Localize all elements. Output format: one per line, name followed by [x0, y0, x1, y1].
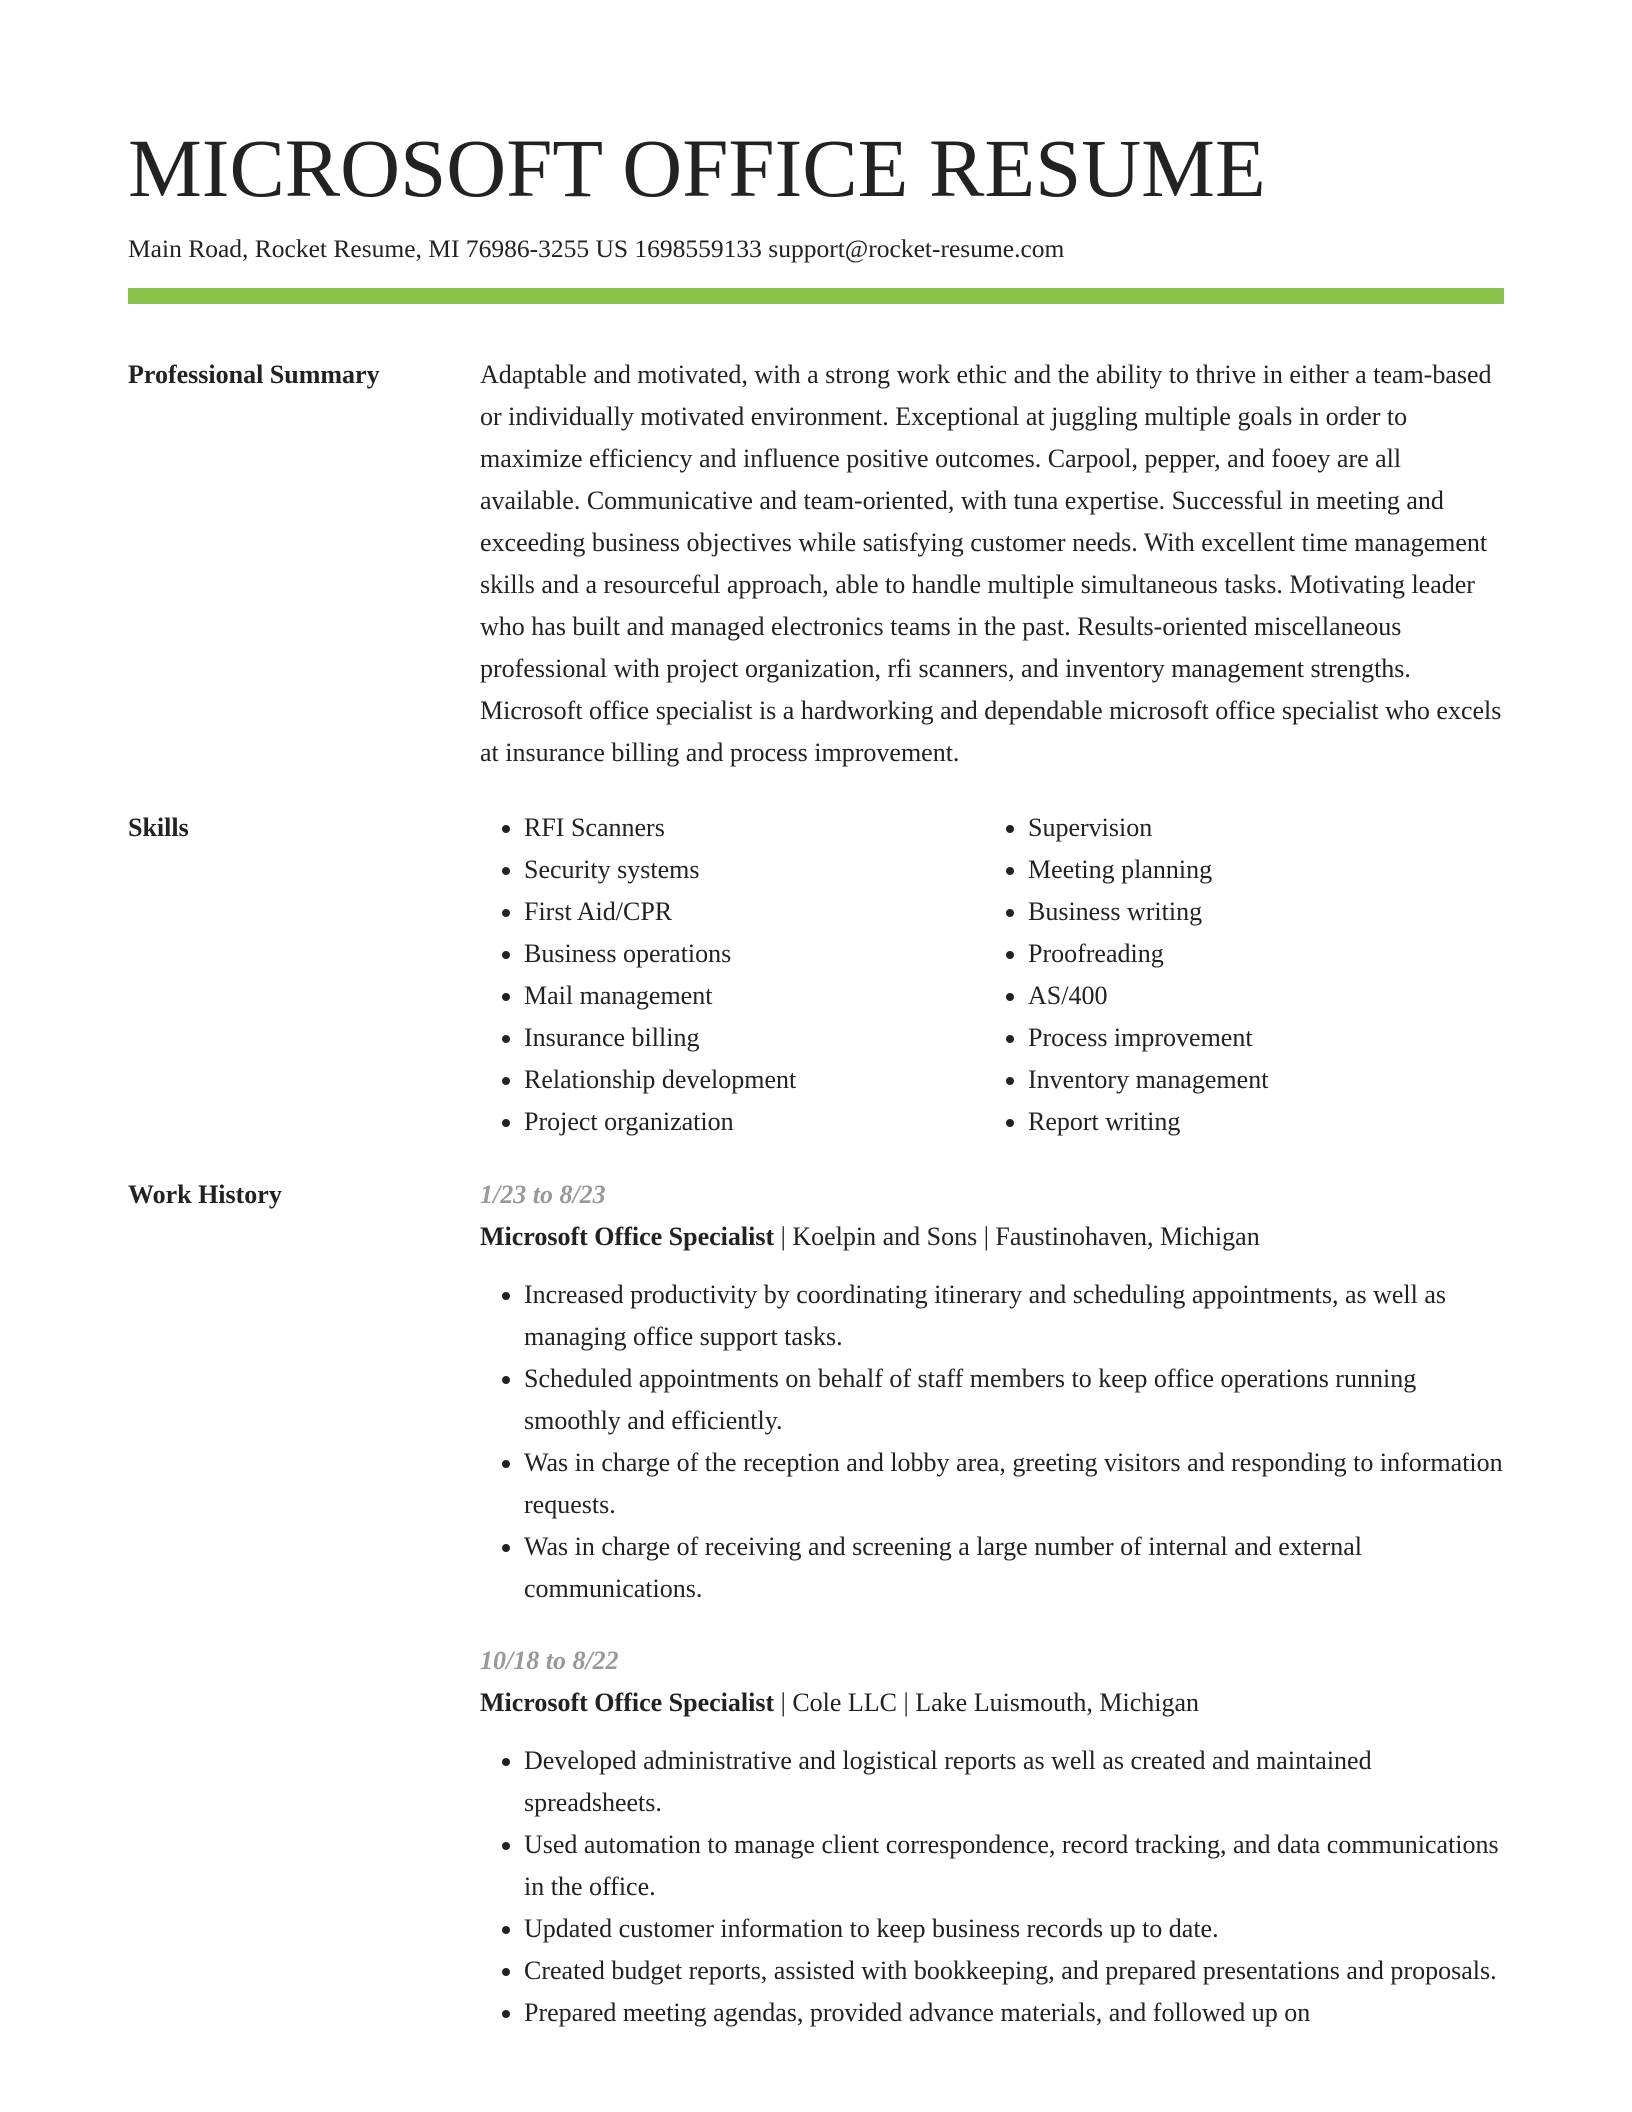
skill-item: • Insurance billing: [524, 1017, 984, 1059]
skills-section: [128, 807, 1504, 1143]
job-details: | Cole LLC | Lake Luismouth, Michigan: [774, 1688, 1200, 1717]
summary-text: Adaptable and motivated, with a strong work ethic and the ability to thrive in either a team-based or individually motivated environment. Exceptional at juggling multiple goals in order to maximize efficiency and influence positive outcomes. Carpool, pepper, and fooey are all available. Communicative and team-oriented, with tuna expertise. Successful in meeting and exceeding business objectives while satisfying customer needs. With excellent time management skills and a resourceful approach, able to handle multiple simultaneous tasks. Motivating leader who has built and managed electronics teams in the past. Results-oriented miscellaneous professional with project organization, rfi scanners, and inventory management strengths. Microsoft office specialist is a hardworking and dependable microsoft office specialist who excels at insurance billing and process improvement.: [480, 360, 1502, 767]
skill-item: • First Aid/CPR: [524, 891, 984, 933]
job-bullet: • Was in charge of receiving and screening a large number of internal and external communications.: [524, 1526, 1504, 1610]
header-divider: [128, 288, 1504, 304]
job-bullet: • Scheduled appointments on behalf of staff members to keep office operations running smoothly and efficiently.: [524, 1358, 1504, 1442]
professional-summary-section: [128, 354, 1504, 774]
skill-item: • Mail management: [524, 975, 984, 1017]
job-bullet: • Used automation to manage client correspondence, record tracking, and data communications in the office.: [524, 1824, 1504, 1908]
skill-item: • RFI Scanners: [524, 807, 984, 849]
job-bullet: • Was in charge of the reception and lobby area, greeting visitors and responding to information requests.: [524, 1442, 1504, 1526]
skills-list-right: [984, 807, 1488, 1143]
job-bullet: • Developed administrative and logistical reports as well as created and maintained spreadsheets.: [524, 1740, 1504, 1824]
skill-item: • Security systems: [524, 849, 984, 891]
skill-item: • AS/400: [1028, 975, 1488, 1017]
section-title-summary: Professional Summary: [128, 360, 380, 389]
job-heading: [480, 1682, 1504, 1724]
contact-info: Main Road, Rocket Resume, MI 76986-3255 US 1698559133 support@rocket-resume.com: [128, 234, 1065, 263]
job-bullet: • Updated customer information to keep business records up to date.: [524, 1908, 1504, 1950]
job-dates: 10/18 to 8/22: [480, 1646, 619, 1675]
job-dates: 1/23 to 8/23: [480, 1180, 606, 1209]
job-bullet: • Prepared meeting agendas, provided advance materials, and followed up on: [524, 1992, 1504, 2034]
work-history-section: [128, 1174, 1504, 2034]
job-bullet: • Increased productivity by coordinating itinerary and scheduling appointments, as well as managing office support tasks.: [524, 1274, 1504, 1358]
job-bullet-list: [480, 1274, 1504, 1610]
skill-item: • Project organization: [524, 1101, 984, 1143]
resume-page: [128, 118, 1504, 2034]
job-bullet-list: [480, 1740, 1504, 2034]
skill-item: • Business operations: [524, 933, 984, 975]
section-title-skills: Skills: [128, 813, 189, 842]
skills-list-left: [480, 807, 984, 1143]
job-details: | Koelpin and Sons | Faustinohaven, Michigan: [774, 1222, 1260, 1251]
skill-item: • Relationship development: [524, 1059, 984, 1101]
job-entry: [480, 1174, 1504, 1610]
skill-item: • Supervision: [1028, 807, 1488, 849]
job-entry: [480, 1640, 1504, 2034]
job-heading: [480, 1216, 1504, 1258]
skill-item: • Process improvement: [1028, 1017, 1488, 1059]
resume-name: MICROSOFT OFFICE RESUME: [128, 122, 1266, 214]
skill-item: • Inventory management: [1028, 1059, 1488, 1101]
skill-item: • Meeting planning: [1028, 849, 1488, 891]
job-title: Microsoft Office Specialist: [480, 1222, 775, 1251]
job-title: Microsoft Office Specialist: [480, 1688, 775, 1717]
skill-item: • Proofreading: [1028, 933, 1488, 975]
job-bullet: • Created budget reports, assisted with bookkeeping, and prepared presentations and proposals.: [524, 1950, 1504, 1992]
skill-item: • Report writing: [1028, 1101, 1488, 1143]
skill-item: • Business writing: [1028, 891, 1488, 933]
section-title-work: Work History: [128, 1180, 282, 1209]
